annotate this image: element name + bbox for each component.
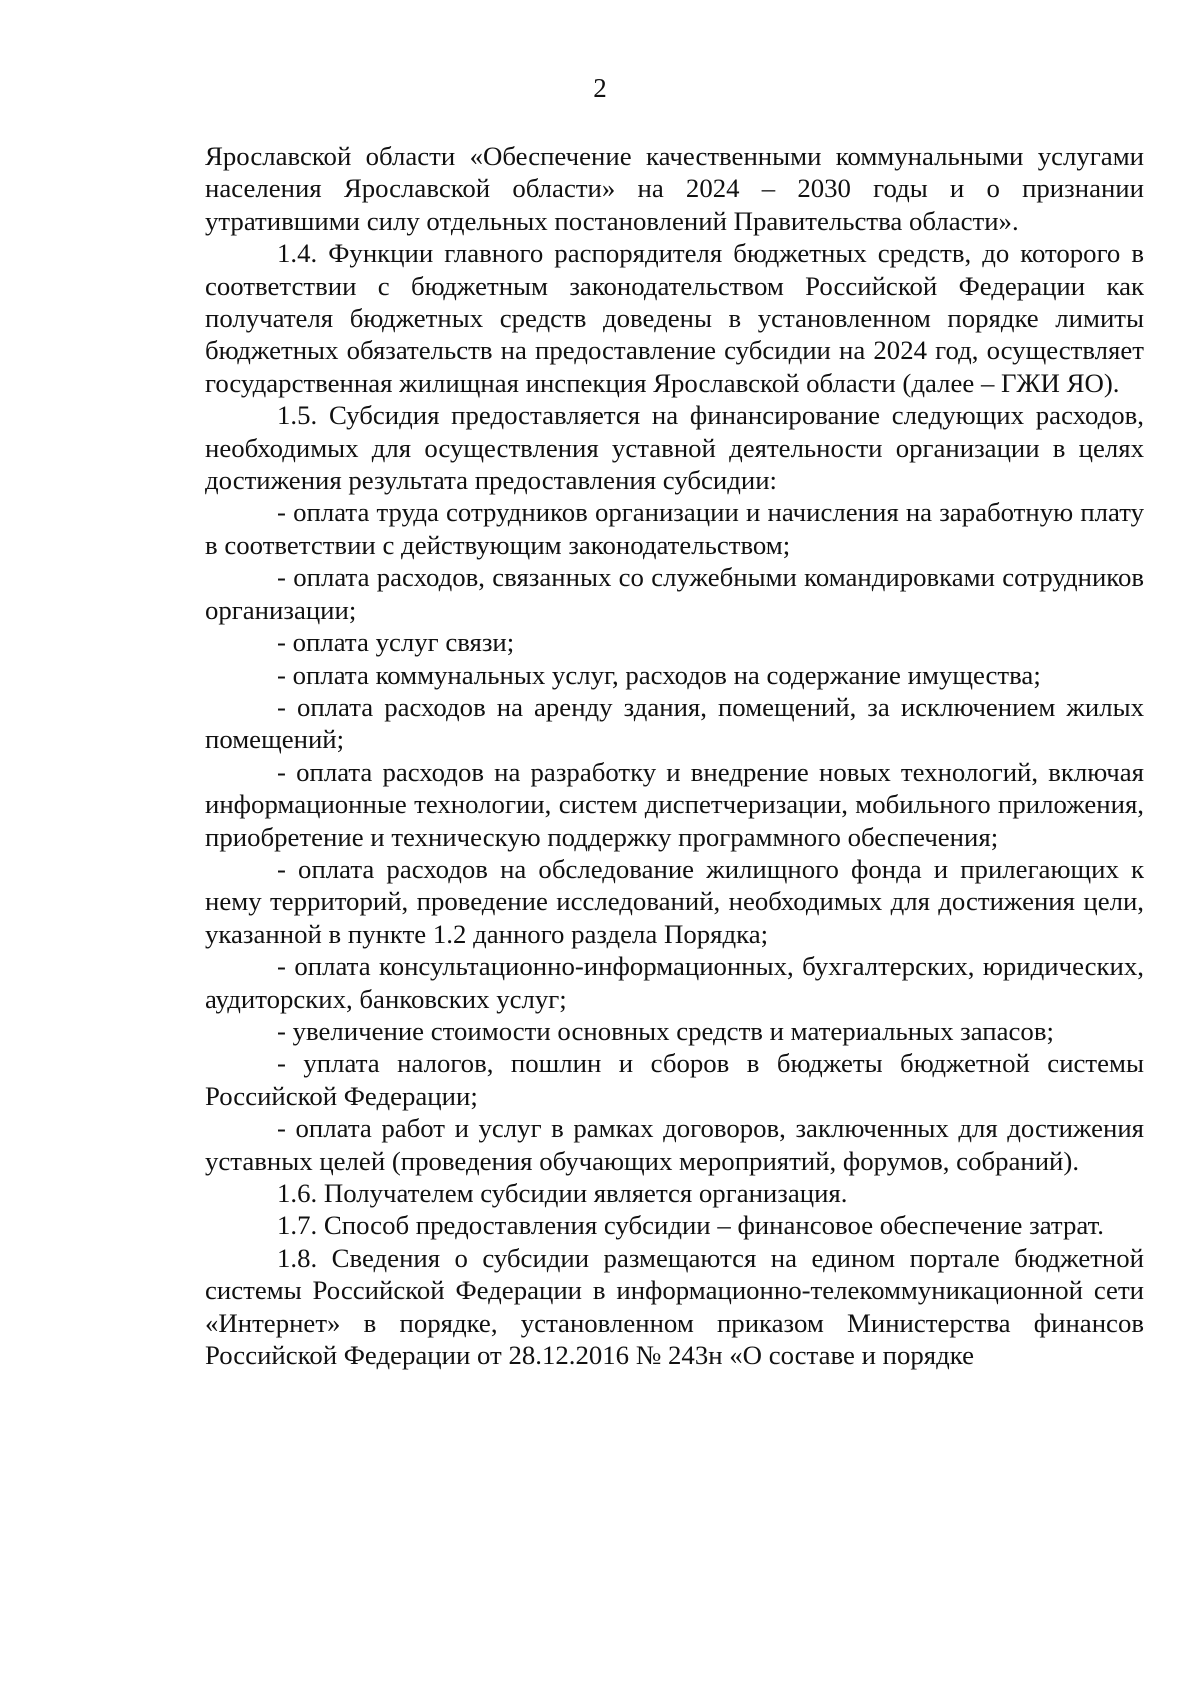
paragraph-1-7: 1.7. Способ предоставления субсидии – финансовое обеспечение затрат. [277,1210,1104,1241]
list-item-salary: - оплата труда сотрудников организации и начисления на заработную плату в соответствии с действующим законодательством; [205,497,1144,560]
list-item-utilities: - оплата коммунальных услуг, расходов на содержание имущества; [277,659,1041,690]
paragraph-1-6: 1.6. Получателем субсидии является организация. [277,1178,848,1208]
document-body [205,140,1144,1371]
list-item-fixed-assets: - увеличение стоимости основных средств и материальных запасов; [277,1015,1054,1046]
list-item-technologies: - оплата расходов на разработку и внедрение новых технологий, включая информационные технологии, систем диспетчеризации, мобильного приложения, приобретение и техническую поддержку программного обеспечения; [205,756,1144,852]
list-item-business-trips: - оплата расходов, связанных со служебными командировками сотрудников организации; [205,562,1144,625]
list-item-rent: - оплата расходов на аренду здания, помещений, за исключением жилых помещений; [205,691,1144,755]
list-item-communication: - оплата услуг связи; [277,627,515,658]
paragraph-1-5: 1.5. Субсидия предоставляется на финансирование следующих расходов, необходимых для осуществления уставной деятельности организации в целях достижения результата предоставления субсидии: [205,400,1144,496]
list-item-housing-survey: - оплата расходов на обследование жилищного фонда и прилегающих к нему территорий, проведение исследований, необходимых для достижения цели, указанной в пункте 1.2 данного раздела Порядка; [205,853,1144,949]
paragraph-1-4: 1.4. Функции главного распорядителя бюджетных средств, до которого в соответствии с бюджетным законодательством Российской Федерации как получателя бюджетных средств доведены в установленном порядке лимиты бюджетных обязательств на предоставление субсидии на 2024 год, осуществляет государственная жилищная инспекция Ярославской области (далее – ГЖИ ЯО). [205,238,1144,398]
paragraph-continuation: Ярославской области «Обеспечение качественными коммунальными услугами населения Ярославской области» на 2024 – 2030 годы и о признании утратившими силу отдельных постановлений Правительства области». [205,141,1144,236]
paragraph-1-8: 1.8. Сведения о субсидии размещаются на едином портале бюджетной системы Российской Федерации в информационно-телекоммуникационной сети «Интернет» в порядке, установленном приказом Министерства финансов Российской Федерации от 28.12.2016 № 243н «О составе и порядке [205,1242,1144,1371]
list-item-contracts: - оплата работ и услуг в рамках договоров, заключенных для достижения уставных целей (проведения обучающих мероприятий, форумов, собраний). [205,1113,1144,1176]
list-item-consulting: - оплата консультационно-информационных, бухгалтерских, юридических, аудиторских, банковских услуг; [205,951,1144,1014]
page-number: 2 [593,73,607,103]
list-item-taxes: - уплата налогов, пошлин и сборов в бюджеты бюджетной системы Российской Федерации; [205,1048,1144,1111]
